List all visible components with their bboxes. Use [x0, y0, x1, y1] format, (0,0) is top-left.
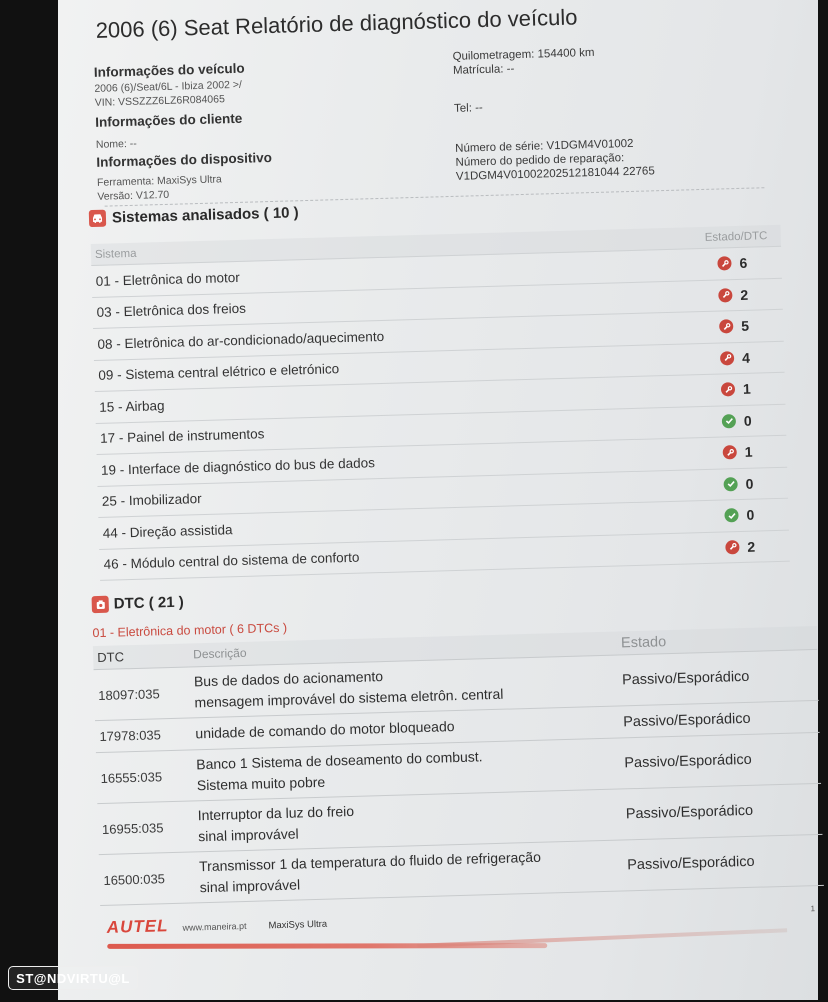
system-name: 17 - Painel de instrumentos [99, 426, 265, 447]
system-status [718, 286, 778, 304]
standvirtual-watermark: ST@NDVIRTU@L [8, 966, 138, 990]
dtc-count: 0 [746, 506, 755, 524]
col-system: Sistema [94, 247, 137, 261]
system-name: 09 - Sistema central elétrico e eletrónico [98, 361, 340, 384]
dtc-count: 4 [741, 349, 751, 366]
dtc-count: 0 [743, 412, 752, 429]
system-name: 44 - Direção assistida [102, 521, 233, 541]
dtc-description [199, 844, 626, 898]
dtc-description [194, 659, 621, 713]
repair-order-number: V1DGM4V01002202512181044 22765 [455, 165, 655, 183]
engine-warning-icon [92, 596, 109, 613]
dtc-code: 18097:035 [98, 685, 160, 703]
dtc-state: Passivo/Esporádico [625, 802, 754, 823]
dtc-count: 5 [741, 317, 750, 335]
col-state: Estado [620, 633, 667, 651]
dtc-description-line2: mensagem improvável do sistema eletrôn. central [194, 685, 504, 711]
dtc-description-line2: sinal improvável [199, 876, 301, 896]
dtc-code: 16500:035 [103, 870, 166, 888]
wrench-icon [721, 382, 735, 396]
system-name: 19 - Interface de diagnóstico do bus de dados [100, 454, 376, 478]
dtc-heading: DTC ( 21 ) [113, 593, 184, 613]
col-dtc: DTC [97, 649, 125, 666]
system-name: 08 - Eletrônica do ar-condicionado/aquecimento [97, 328, 385, 352]
vehicle-vin: VIN: VSSZZZ6LZ6R084065 [94, 93, 226, 109]
wrench-icon [723, 445, 737, 459]
check-icon [724, 508, 738, 522]
dtc-count: 1 [744, 443, 753, 461]
dtc-code: 17978:035 [99, 727, 162, 745]
system-name: 25 - Imobilizador [101, 491, 202, 510]
dtc-description-line2: sinal improvável [198, 825, 299, 845]
footer-red-stripe-fade [417, 928, 787, 947]
plate: Matrícula: -- [452, 63, 515, 77]
dtc-state: Passivo/Esporádico [624, 751, 752, 772]
wrench-icon [717, 256, 731, 270]
client-name: Nome: -- [95, 137, 137, 151]
dtc-count: 1 [742, 380, 752, 398]
info-right [452, 41, 776, 184]
system-status [725, 538, 785, 556]
wrench-icon [725, 540, 739, 554]
check-icon [722, 414, 736, 428]
report-title: 2006 (6) Seat Relatório de diagnóstico do veículo [95, 4, 578, 43]
col-status: Estado/DTC [704, 229, 768, 244]
footer-product: MaxiSys Ultra [268, 918, 328, 932]
dtc-code: 16555:035 [100, 768, 163, 786]
dtc-code: 16955:035 [101, 819, 164, 837]
dtc-count: 2 [740, 286, 749, 303]
autel-logo: AUTEL [106, 916, 169, 937]
device-tool: Ferramenta: MaxiSys Ultra [96, 173, 222, 189]
vehicle-info-heading: Informações do veículo [93, 60, 245, 80]
dtc-subsection-title: 01 - Eletrônica do motor ( 6 DTCs ) [92, 620, 288, 641]
system-name: 01 - Eletrônica do motor [95, 269, 240, 289]
footer-website[interactable]: www.maneira.pt [182, 920, 247, 933]
system-status [720, 349, 780, 367]
systems-table [91, 225, 790, 581]
dtc-description-line2: Sistema muito pobre [196, 773, 326, 794]
wrench-icon [720, 351, 734, 365]
client-info-heading: Informações do cliente [95, 110, 243, 130]
dtc-description-line1: unidade de comando do motor bloqueado [195, 718, 455, 742]
system-name: 03 - Eletrônica dos freios [96, 301, 247, 321]
dtc-section-header [92, 594, 184, 614]
system-name: 46 - Módulo central do sistema de conforto [103, 549, 360, 573]
dtc-count: 0 [745, 475, 754, 492]
car-icon [89, 210, 106, 227]
dtc-state: Passivo/Esporádico [621, 668, 750, 689]
system-name: 15 - Airbag [99, 397, 165, 415]
dtc-state: Passivo/Esporádico [627, 853, 755, 874]
page-number: 1 [810, 904, 816, 914]
dtc-description [197, 793, 624, 847]
wrench-icon [719, 319, 733, 333]
dtc-table [93, 626, 824, 906]
system-status [724, 506, 784, 524]
footer [107, 912, 328, 938]
device-info-heading: Informações do dispositivo [96, 149, 273, 170]
check-icon [723, 477, 737, 491]
dtc-count: 6 [739, 254, 748, 272]
dtc-description-line1: Bus de dados do acionamento [193, 668, 384, 690]
system-status [723, 475, 783, 493]
serial-number: Número de série: V1DGM4V01002 [455, 137, 634, 155]
device-version: Versão: V12.70 [97, 188, 170, 203]
mileage: Quilometragem: 154400 km [452, 46, 595, 63]
system-status [721, 380, 781, 398]
wrench-icon [718, 288, 732, 302]
col-description: Descrição [192, 645, 247, 662]
system-status [717, 254, 777, 272]
system-status [722, 412, 782, 430]
system-status [719, 317, 779, 335]
repair-order-label: Número do pedido de reparação: [455, 152, 625, 169]
systems-heading: Sistemas analisados ( 10 ) [111, 204, 299, 227]
dtc-count: 2 [747, 538, 756, 555]
info-left [94, 52, 438, 203]
vehicle-model: 2006 (6)/Seat/6L - Ibiza 2002 >/ [94, 78, 243, 95]
dtc-description-line1: Transmissor 1 da temperatura do fluido de refrigeração [198, 848, 542, 875]
dtc-state: Passivo/Esporádico [623, 710, 751, 730]
client-phone: Tel: -- [453, 102, 483, 115]
dtc-description-line1: Banco 1 Sistema de doseamento do combust. [196, 748, 483, 773]
dtc-description [196, 742, 623, 796]
system-status [723, 443, 783, 461]
systems-section-header [89, 204, 299, 227]
dtc-description-line1: Interruptor da luz do freio [197, 802, 355, 824]
